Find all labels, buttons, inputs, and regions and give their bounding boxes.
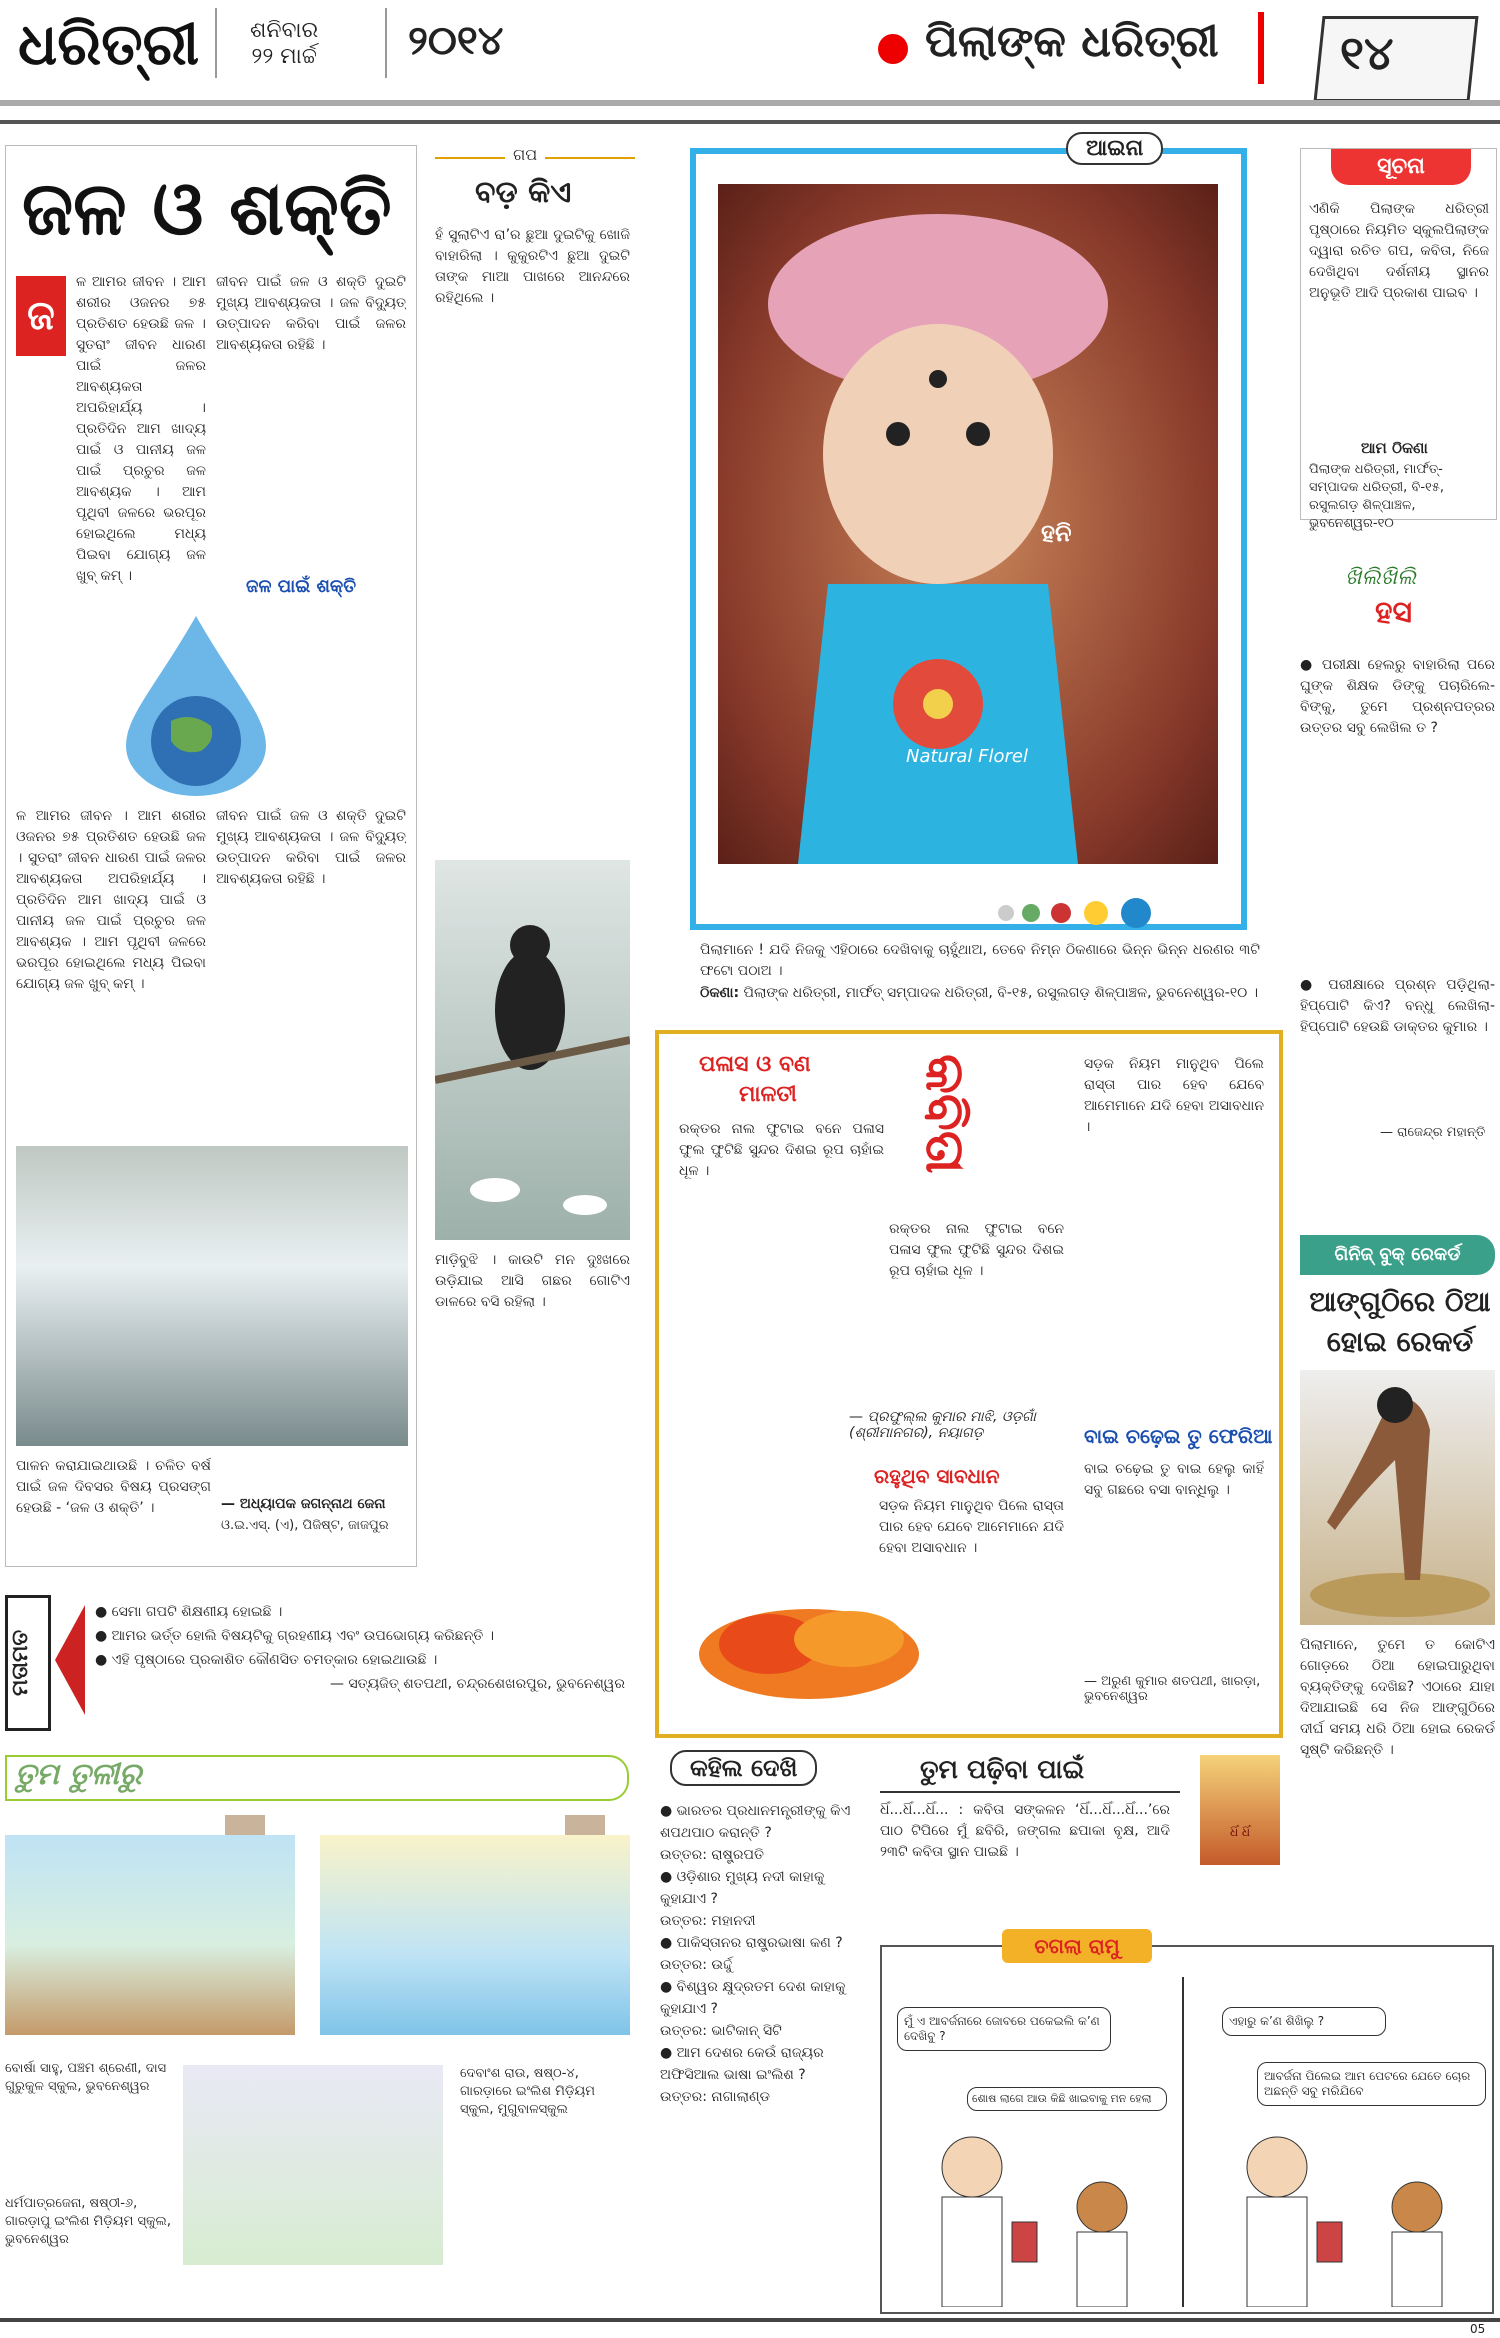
section-title: ପିଲାଙ୍କ ଧରିତ୍ରୀ — [925, 16, 1219, 67]
quiz-answer: ଉତ୍ତର: ରାଷ୍ଟ୍ରପତି — [660, 1847, 764, 1863]
dropcap: ଜ — [16, 276, 66, 356]
photo-feature-label: ଆଇନା — [1066, 132, 1163, 165]
issue-day: ଶନିବାର — [250, 18, 319, 43]
lead-body-col2: ଜୀବନ ପାଇଁ ଜଳ ଓ ଶକ୍ତି ଦୁଇଟି ମୁଖ୍ୟ ଆବଶ୍ୟକତା । ଜଳ ବିଦ୍ୟୁତ୍ ଉତ୍ପାଦନ କରିବା ପାଇଁ ଜଳର ଆବଶ୍ୟକତା ରହିଛି । — [216, 274, 406, 353]
cartoon-bubble-4: ଆବର୍ଜନା ପିଲେଇ ଆମ ପେଟରେ ଯେତେ ଚୋର ଅଛନ୍ତି ସବୁ ମରିଯିବେ — [1257, 2062, 1486, 2106]
photo-address-label: ଠିକଣା: — [700, 985, 740, 1001]
quiz-answer: ଉତ୍ତର: ଉର୍ଦ୍ଦୁ — [660, 1957, 733, 1973]
drawings-title: ତୁମ ତୁଳୀରୁ — [15, 1757, 142, 1792]
jokes-title-a: ଖିଲିଖିଲି — [1345, 565, 1417, 590]
lead-article — [5, 145, 417, 1567]
opinion-item: ● ଏହି ପୃଷ୍ଠାରେ ପ୍ରକାଶିତ କୌଣସିତ ଚମତ୍କାର ହୋଇଥାଉଛି । — [95, 1652, 438, 1668]
quiz-question: ● ଭାରତର ପ୍ରଧାନମନ୍ତ୍ରୀଙ୍କୁ କିଏ ଶପଥପାଠ କରାନ୍ତି ? — [660, 1803, 851, 1841]
poem1-body: ରକ୍ତର ନାଲ ଫୁଟାଇ ବନେ ପଳାସ ଫୁଲ ଫୁଟିଛି ସୁନ୍ଦର ଦିଶଇ ରୂପ ଚାହାଁଇ ଧୂଳ । — [679, 1121, 884, 1179]
masthead-rule — [0, 100, 1500, 106]
poems-box — [655, 1030, 1283, 1738]
waterfall-image — [16, 1146, 408, 1446]
cartoon-panel-2-art — [1187, 2127, 1487, 2307]
opinion-item: ● ସେମା ଗପଟି ଶିକ୍ଷଣୀୟ ହୋଇଛି । — [95, 1604, 283, 1620]
opinion-list — [95, 1600, 625, 1696]
color-dots — [996, 896, 1176, 934]
poem3-title: ବାଇ ଚଢ଼େଇ ତୁ ଫେରିଆ — [1084, 1424, 1273, 1448]
divider — [215, 8, 217, 78]
story-body-2: ମାଡ଼ିବୁଝି । କାଉଟି ମନ ଦୁଃଖରେ ଉଡ଼ିଯାଇ ଆସି ଗଛର ଗୋଟିଏ ଡାଳରେ ବସି ରହିଲା । — [435, 1252, 630, 1310]
record-body: ପିଲାମାନେ, ତୁମେ ତ କୋଟିଏ ଗୋଡ଼ରେ ଠିଆ ହୋଇପାରୁଥିବା ବ୍ୟକ୍ତିଙ୍କୁ ଦେଖିଛ? ଏଠାରେ ଯାହା ଦିଆଯାଇଛି ସେ ନିଜ ଆଙ୍ଗୁଠିରେ ଦୀର୍ଘ ସମୟ ଧରି ଠିଆ ହୋଇ ରେକର୍ଡ ସୃଷ୍ଟି କରିଛନ୍ତି । — [1300, 1637, 1495, 1758]
lead-body-col3: ଳ ଆମର ଜୀବନ । ଆମ ଶରୀର ଓଜନର ୭୫ ପ୍ରତିଶତ ହେଉଛି ଜଳ । ସୁତରାଂ ଜୀବନ ଧାରଣ ପାଇଁ ଜଳର ଆବଶ୍ୟକତା ଅପରିହାର୍ଯ୍ୟ । ପ୍ରତିଦିନ ଆମ ଖାଦ୍ୟ ପାଇଁ ଓ ପାନୀୟ ଜଳ ପାଇଁ ପ୍ରଚୁର ଜଳ ଆବଶ୍ୟକ । ଆମ ପୃଥିବୀ ଜଳରେ ଭରପୂର ହୋଇଥିଲେ ମଧ୍ୟ ପିଇବା ଯୋଗ୍ୟ ଜଳ ଖୁବ୍ କମ୍ । — [16, 808, 206, 992]
lead-byline-address: ଓ.ଇ.ଏସ୍. (ଏ), ପିଜିଷ୍ଟ, ଜାଜପୁର — [221, 1518, 389, 1533]
jokes-body-2: ● ପରୀକ୍ଷାରେ ପ୍ରଶ୍ନ ପଡ଼ିଥିଲା- ହିପ୍ପୋଟି କିଏ? ବନ୍ଧୁ ଲେଖିଲା- ହିପ୍ପୋଟି ହେଉଛି ଡାକ୍ତର କୁମାର । — [1300, 977, 1495, 1035]
opinion-item: ● ଆମର ଭର୍ତ୍ତ ହୋଲି ବିଷୟଟିକୁ ଗ୍ରହଣୀୟ ଏବଂ ଉପଭୋଗ୍ୟ କରିଛନ୍ତି । — [95, 1628, 495, 1644]
lead-title: ଜଳ ଓ ଶକ୍ତି — [22, 166, 392, 252]
cartoon-bubble-3: ଏହାରୁ କ’ଣ ଶିଖିଲୁ ? — [1222, 2007, 1386, 2036]
quiz-box — [655, 1750, 865, 2310]
record-image — [1300, 1370, 1495, 1625]
lead-body-col4: ଜୀବନ ପାଇଁ ଜଳ ଓ ଶକ୍ତି ଦୁଇଟି ମୁଖ୍ୟ ଆବଶ୍ୟକତା । ଜଳ ବିଦ୍ୟୁତ୍ ଉତ୍ପାଦନ କରିବା ପାଇଁ ଜଳର ଆବଶ୍ୟକତା ରହିଛି । — [216, 808, 406, 887]
reading-box — [880, 1755, 1280, 1865]
notice-address-title: ଆମ ଠିକଣା — [1361, 439, 1428, 457]
quiz-question: ● ବିଶ୍ୱର କ୍ଷୁଦ୍ରତମ ଦେଶ କାହାକୁ କୁହାଯାଏ ? — [660, 1979, 846, 2017]
notice-box — [1300, 148, 1497, 531]
footer-rule — [0, 2318, 1500, 2322]
quiz-answer: ଉତ୍ତର: ମହାନଦୀ — [660, 1913, 756, 1929]
flower-image — [679, 1574, 939, 1714]
cartoon-box — [880, 1934, 1494, 2314]
book-cover-title: ଧିଁ ଧିଁ — [1229, 1825, 1251, 1839]
quiz-answer: ଉତ୍ତର: ନାଗାଲାଣ୍ଡ — [660, 2089, 770, 2105]
drawing-boat — [320, 1835, 630, 2035]
poem3-body: ବାଇ ଚଢ଼େଇ ତୁ ବାଇ ହେଲୁ କାହିଁ ସବୁ ଗଛରେ ବସା ବାନ୍ଧିଲୁ । — [1084, 1461, 1264, 1498]
quiz-list — [660, 1800, 860, 2108]
jokes-title-b: ହସ — [1375, 595, 1413, 630]
arrow-left-icon — [55, 1605, 85, 1715]
opinion-box — [5, 1595, 630, 1745]
cartoon-divider — [1182, 1977, 1184, 2307]
divider — [1258, 12, 1264, 84]
reading-rule — [880, 1791, 1180, 1793]
reading-body: ଧିଁ...ଧିଁ...ଧିଁ... : କବିତା ସଙ୍କଳନ ‘ଧିଁ...ଧିଁ...ଧିଁ...’ରେ ପାଠ ଟିପିରେ ମୁଁ ଛବିରି, ଜଙ୍ଗଲ ଛପାକା ବୃକ୍ଷ, ଆଦି ୨୩ଟି କବିତା ସ୍ଥାନ ପାଇଛି । — [880, 1802, 1170, 1860]
record-tag: ଗିନିଜ୍ ବୁକ୍ ରେକର୍ଡ — [1300, 1235, 1495, 1275]
drawings-section — [5, 1755, 630, 2320]
opinion-byline: — ସତ୍ୟଜିତ୍ ଶତପଥୀ, ଚନ୍ଦ୍ରଶେଖରପୁର, ଭୁବନେଶ୍ୱର — [330, 1676, 625, 1692]
cartoon-title: ଚଗଲା ରାମୁ — [1002, 1929, 1152, 1963]
poem2-title: ରହୁଥିବ ସାବଧାନ — [874, 1464, 1000, 1488]
lead-subhead: ଜଳ ପାଇଁ ଶକ୍ତି — [246, 576, 357, 597]
cartoon-bubble-2: ଶୋଷ ଲାଗେ ଆଉ କିଛି ଖାଇବାକୁ ମନ ହେଲା — [967, 2087, 1167, 2111]
lead-body-col5: ପାଳନ କରାଯାଇଥାଉଛି । ଚଳିତ ବର୍ଷ ପାଇଁ ଜଳ ଦିବସର ବିଷୟ ପ୍ରସଙ୍ଗ ହେଉଛି - ‘ଜଳ ଓ ଶକ୍ତି’ । — [16, 1458, 211, 1516]
crow-image — [435, 860, 630, 1240]
story-title: ବଡ଼ କିଏ — [475, 175, 572, 210]
poem1-body-2: ରକ୍ତର ନାଲ ଫୁଟାଇ ବନେ ପଳାସ ଫୁଲ ଫୁଟିଛି ସୁନ୍ଦର ଦିଶଇ ରୂପ ଚାହାଁଇ ଧୂଳ । — [889, 1221, 1064, 1279]
play-icon — [878, 34, 908, 64]
poem3-byline: — ଅରୁଣ କୁମାର ଶତପଥୀ, ଖାରଡ଼ା, ଭୁବନେଶ୍ୱର — [1084, 1674, 1261, 1704]
issue-year: ୨୦୧୪ — [408, 18, 504, 64]
story-body: ହଁ ସୁଲାଟିଏ ରା’ର ଛୁଆ ଦୁଇଟିକୁ ଖୋଜି ବାହାରିଲା । କୁକୁରଟିଏ ଛୁଆ ଦୁଇଟି ତାଙ୍କ ମାଆ ପାଖରେ ଆନନ୍ଦରେ ରହିଥିଲେ । — [435, 227, 630, 306]
story-label: ଗପ — [505, 145, 545, 165]
photo-caption: ପିଲାମାନେ ! ଯଦି ନିଜକୁ ଏହିଠାରେ ଦେଖିବାକୁ ଚାହୁଁଥାଅ, ତେବେ ନିମ୍ନ ଠିକଣାରେ ଭିନ୍ନ ଭିନ୍ନ ଧରଣର ୩ଟି ଫଟୋ ପଠାଅ । — [700, 942, 1260, 979]
poem1-subtitle: ମାଳତୀ — [739, 1082, 797, 1107]
issue-day-month: ୨୨ ମାର୍ଚ୍ଚ — [251, 44, 317, 69]
divider — [385, 8, 387, 78]
photo-address-line — [700, 985, 1260, 1001]
drawing-caption-2: ଧର୍ମପାତ୍ରଜେନା, ଷଷ୍ଠୀ-୬, ଗାରଡ଼ାପୁ ଇଂଲିଶ ମିଡ଼ିୟମ ସ୍କୁଲ, ଭୁବନେଶ୍ୱର — [5, 2196, 171, 2247]
poem1-title: ପଳାସ ଓ ବଣ — [699, 1052, 811, 1077]
notice-address: ପିଲାଙ୍କ ଧରିତ୍ରୀ, ମାର୍ଫତ୍- ସମ୍ପାଦକ ଧରିତ୍ରୀ, ବି-୧୫, ରସୁଲଗଡ଼ ଶିଳ୍ପାଞ୍ଚଳ, ଭୁବନେଶ୍ୱର-୧୦ — [1309, 462, 1445, 531]
jokes-body: ● ପରୀକ୍ଷା ହେଲରୁ ବାହାରିଲା ପରେ ଘୁଙ୍କ ଶିକ୍ଷକ ଡିଙ୍କୁ ପଚାରିଲେ- ବିଙ୍କୁ, ତୁମେ ପ୍ରଶ୍ନପତ୍ରର ଉତ୍ତର ସବୁ ଲେଖିଲ ତ ? — [1300, 657, 1495, 736]
book-cover-image — [1200, 1755, 1280, 1865]
newspaper-logo: ଧରିତ୍ରୀ — [18, 10, 200, 78]
cartoon-panel-1-art — [892, 2127, 1182, 2307]
record-title-1: ଆଙ୍ଗୁଠିରେ ଠିଆ — [1309, 1285, 1491, 1318]
issue-date — [250, 18, 318, 70]
child-name: ହନି — [1041, 519, 1072, 547]
poem2-body-2: ସଡ଼କ ନିୟମ ମାନୁଥିବ ପିଲେ ରାସ୍ତା ପାର ହେବ ଯେବେ ଆମେମାନେ ଯଦି ହେବା ଅସାବଧାନ । — [1084, 1056, 1264, 1135]
water-drop-globe-image — [126, 616, 266, 796]
quiz-question: ● ଓଡ଼ିଶାର ମୁଖ୍ୟ ନଦୀ କାହାକୁ କୁହାଯାଏ ? — [660, 1869, 825, 1907]
page-number-box — [1313, 16, 1478, 102]
reading-title: ତୁମ ପଢ଼ିବା ପାଇଁ — [920, 1755, 1085, 1785]
drawing-krishna — [183, 2065, 443, 2265]
photo-feature-box — [690, 136, 1247, 930]
jokes-box — [1300, 555, 1495, 1160]
shirt-text: Natural Florel — [906, 746, 1028, 767]
drawing-village — [5, 1835, 295, 2035]
poem1-byline: — ପ୍ରଫୁଲ୍ଲ କୁମାର ମାଝି, ଓଡ଼ଗାଁ (ଶ୍ରୀମାନଗର), ନୟାଗଡ଼ — [849, 1409, 1036, 1441]
notice-body: ଏଣିକି ପିଲାଙ୍କ ଧରିତ୍ରୀ ପୃଷ୍ଠାରେ ନିୟମିତ ସ୍କୁଲପିଲାଙ୍କ ଦ୍ୱାରା ରଚିତ ଗପ, କବିତା, ନିଜେ ଦେଖିଥିବା ଦର୍ଶନୀୟ ସ୍ଥାନର ଅନୁଭୂତି ଆଦି ପ୍ରକାଶ ପାଇବ । — [1309, 201, 1489, 301]
poems-section-title: କବିତା — [914, 1054, 977, 1174]
lead-body-col1: ଳ ଆମର ଜୀବନ । ଆମ ଶରୀର ଓଜନର ୭୫ ପ୍ରତିଶତ ହେଉଛି ଜଳ । ସୁତରାଂ ଜୀବନ ଧାରଣ ପାଇଁ ଜଳର ଆବଶ୍ୟକତା ଅପରିହାର୍ଯ୍ୟ । ପ୍ରତିଦିନ ଆମ ଖାଦ୍ୟ ପାଇଁ ଓ ପାନୀୟ ଜଳ ପାଇଁ ପ୍ରଚୁର ଜଳ ଆବଶ୍ୟକ । ଆମ ପୃଥିବୀ ଜଳରେ ଭରପୂର ହୋଇଥିଲେ ମଧ୍ୟ ପିଇବା ଯୋଗ୍ୟ ଜଳ ଖୁବ୍ କମ୍ । — [76, 274, 206, 584]
lead-byline: — ଅଧ୍ୟାପକ ଜଗନ୍ନାଥ ଜେନା — [221, 1496, 386, 1512]
poem2-body: ସଡ଼କ ନିୟମ ମାନୁଥିବ ପିଲେ ରାସ୍ତା ପାର ହେବ ଯେବେ ଆମେମାନେ ଯଦି ହେବା ଅସାବଧାନ । — [879, 1498, 1064, 1556]
footer-page-number: 05 — [1470, 2322, 1486, 2336]
notice-title: ସୂଚନା — [1331, 149, 1471, 185]
page-number: ୧୪ — [1340, 26, 1394, 80]
quiz-question: ● ପାକିସ୍ତାନର ରାଷ୍ଟ୍ରଭାଷା କଣ ? — [660, 1935, 843, 1951]
quiz-question: ● ଆମ ଦେଶର କେଉଁ ରାଜ୍ୟର ଅଫିସିଆଲ ଭାଷା ଇଂଲିଶ ? — [660, 2045, 824, 2083]
cartoon-bubble-1: ମୁଁ ଏ ଆବର୍ଜନାରେ ଜୋବରେ ପକେଇଲି କ’ଣ ଦେଖିବୁ ? — [897, 2007, 1111, 2051]
story-article — [435, 145, 635, 1565]
photo-address: ପିଲାଙ୍କ ଧରିତ୍ରୀ, ମାର୍ଫତ୍ ସମ୍ପାଦକ ଧରିତ୍ରୀ, ବି-୧୫, ରସୁଲଗଡ଼ ଶିଳ୍ପାଞ୍ଚଳ, ଭୁବନେଶ୍ୱର-୧୦ । — [743, 985, 1259, 1001]
drawing-caption-1: ବୋର୍ଷା ସାହୁ, ପଞ୍ଚମ ଶ୍ରେଣୀ, ଦାସ ଗୁରୁକୁଳ ସ୍କୁଲ, ଭୁବନେଶ୍ୱର — [5, 2061, 167, 2094]
quiz-answer: ଉତ୍ତର: ଭାଟିକାନ୍ ସିଟି — [660, 2023, 782, 2039]
jokes-byline: — ରାଜେନ୍ଦ୍ର ମହାନ୍ତି — [1380, 1125, 1486, 1140]
drawing-caption-3: ଦେବାଂଶ ରାଉ, ଷଷ୍ଠ-୪, ଗାରଡ଼ାରେ ଇଂଲିଶ ମିଡ଼ିୟମ ସ୍କୁଲ, ମୁଗୁବାଳସ୍କୁଲ — [460, 2066, 595, 2117]
record-title-2: ହୋଇ ରେକର୍ଡ — [1326, 1325, 1474, 1358]
opinion-label: ମତାମତ — [5, 1595, 51, 1731]
quiz-title: କହିଲ ଦେଖି — [670, 1750, 817, 1786]
